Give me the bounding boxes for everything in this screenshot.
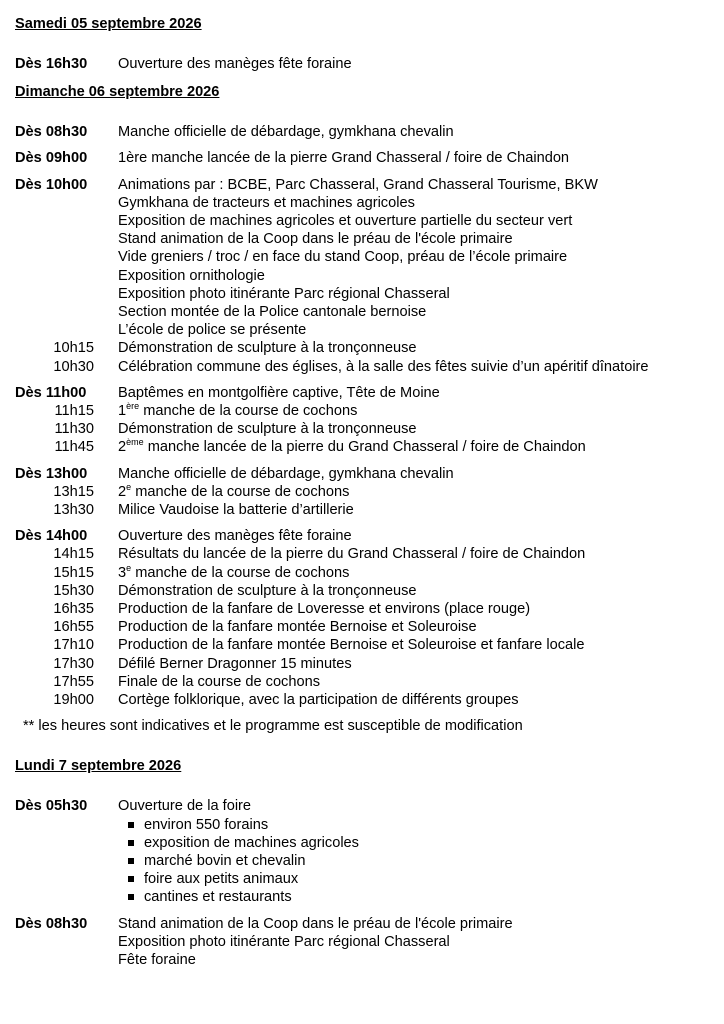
activity-label: Finale de la course de cochons (118, 673, 321, 690)
activity-label: Milice Vaudoise la batterie d’artillerie (118, 502, 354, 519)
schedule-row (15, 618, 715, 636)
schedule-block (15, 55, 715, 73)
schedule-row (15, 194, 715, 212)
activity-label: 1ère manche de la course de cochons (118, 401, 358, 420)
schedule-block (15, 384, 715, 457)
activity-label: Cortège folklorique, avec la participation de différents groupes (118, 692, 519, 709)
day-heading: Samedi 05 septembre 2026 (15, 16, 202, 32)
schedule-row (15, 483, 715, 501)
bullet-item: exposition de machines agricoles (128, 834, 715, 852)
ordinal-suffix: ère (126, 401, 140, 412)
activity-label: 2e manche de la course de cochons (118, 481, 350, 500)
time-label: Dès 13h00 (15, 465, 88, 482)
schedule-row (15, 951, 715, 969)
schedule-row (15, 527, 715, 545)
day-heading: Lundi 7 septembre 2026 (15, 758, 182, 775)
bullet-item: environ 550 forains (128, 816, 715, 834)
time-label (15, 951, 118, 969)
ordinal-suffix: e (126, 562, 132, 573)
schedule-row (15, 655, 715, 673)
time-label: 13h15 (53, 483, 94, 500)
time-label: 17h30 (53, 655, 94, 672)
bullet-list (118, 816, 715, 907)
schedule-row (15, 465, 715, 483)
time-label (15, 212, 118, 230)
time-label: 15h30 (53, 582, 94, 599)
schedule-row (15, 303, 715, 321)
activity-label: Célébration commune des églises, à la salle des fêtes suivie d’un apéritif dînatoire (118, 358, 649, 375)
schedule-row (15, 600, 715, 618)
time-label: 17h55 (53, 673, 94, 690)
time-label: 11h15 (54, 403, 94, 420)
activity-label: 2ème manche lancée de la pierre du Grand Chasseral / foire de Chaindon (118, 437, 586, 456)
time-label (15, 321, 118, 339)
programme-note: ** les heures sont indicatives et le programme est susceptible de modification (23, 718, 523, 735)
time-label: Dès 16h30 (15, 56, 88, 72)
time-label: Dès 05h30 (15, 798, 88, 815)
activity-label: Ouverture des manèges fête foraine (118, 528, 352, 545)
schedule-row (15, 285, 715, 303)
schedule-row (15, 149, 715, 167)
time-label: 10h15 (53, 340, 94, 357)
activity-label: 1ère manche lancée de la pierre Grand Chasseral / foire de Chaindon (118, 150, 570, 167)
bullet-item: cantines et restaurants (128, 888, 715, 906)
time-label: 19h00 (53, 692, 94, 709)
schedule-row (15, 691, 715, 709)
activity-label: Démonstration de sculpture à la tronçonneuse (118, 340, 417, 357)
schedule-row (15, 176, 715, 194)
time-label: Dès 11h00 (15, 384, 87, 401)
activity-label: Animations par : BCBE, Parc Chasseral, Grand Chasseral Tourisme, BKW (118, 176, 598, 193)
schedule-block (15, 797, 715, 906)
activity-label: Stand animation de la Coop dans le préau de l'école primaire (118, 915, 513, 932)
schedule-block (15, 123, 715, 141)
activity-label: Stand animation de la Coop dans le préau de l'école primaire (118, 231, 513, 248)
schedule-row (15, 564, 715, 582)
schedule-row (15, 384, 715, 402)
time-label: Dès 14h00 (15, 528, 88, 545)
time-label: 16h55 (53, 619, 94, 636)
schedule-block (15, 527, 715, 709)
schedule-row (15, 321, 715, 339)
schedule-row (15, 248, 715, 266)
time-label: 16h35 (53, 601, 94, 618)
time-label (15, 285, 118, 303)
schedule-block (15, 176, 715, 376)
activity-label: Défilé Berner Dragonner 15 minutes (118, 655, 352, 672)
schedule-row (15, 797, 715, 815)
time-label: 13h30 (53, 502, 94, 519)
activity-label: Démonstration de sculpture à la tronçonneuse (118, 582, 417, 599)
bullet-item: marché bovin et chevalin (128, 852, 715, 870)
schedule-block (15, 149, 715, 167)
activity-label: Gymkhana de tracteurs et machines agricoles (118, 194, 415, 211)
schedule-row (15, 358, 715, 376)
time-label: 14h15 (53, 546, 94, 563)
schedule-row (15, 123, 715, 141)
activity-label: Production de la fanfare montée Bernoise et Soleuroise et fanfare locale (118, 637, 585, 654)
time-label (15, 194, 118, 212)
time-label: Dès 09h00 (15, 150, 88, 167)
schedule-row (15, 501, 715, 519)
schedule-row (15, 230, 715, 248)
time-label (15, 933, 118, 951)
activity-label: Exposition photo itinérante Parc régional Chasseral (118, 933, 450, 950)
time-label: Dès 08h30 (15, 915, 88, 932)
day-heading: Dimanche 06 septembre 2026 (15, 84, 220, 101)
time-label (15, 303, 118, 321)
activity-label: Vide greniers / troc / en face du stand Coop, préau de l’école primaire (118, 249, 568, 266)
time-label (15, 267, 118, 285)
ordinal-suffix: ème (126, 437, 144, 448)
time-label: 10h30 (53, 358, 94, 375)
activity-label: Ouverture de la foire (118, 798, 252, 815)
activity-label: Production de la fanfare montée Bernoise et Soleuroise (118, 619, 477, 636)
activity-label: Production de la fanfare de Loveresse et environs (place rouge) (118, 601, 531, 618)
activity-label: L’école de police se présente (118, 322, 307, 339)
event-programme (15, 13, 715, 977)
schedule-row (15, 915, 715, 933)
schedule-row (15, 402, 715, 420)
schedule-row (15, 933, 715, 951)
activity-label: Ouverture des manèges fête foraine (118, 56, 352, 72)
schedule-row (15, 339, 715, 357)
activity-label: Fête foraine (118, 951, 196, 968)
schedule-row (15, 438, 715, 456)
schedule-row (15, 545, 715, 563)
ordinal-suffix: e (126, 481, 132, 492)
bullet-item: foire aux petits animaux (128, 870, 715, 888)
time-label: Dès 10h00 (15, 176, 88, 193)
activity-label: Manche officielle de débardage, gymkhana chevalin (118, 124, 454, 141)
schedule-block (15, 465, 715, 520)
time-label: 17h10 (53, 637, 94, 654)
activity-label: Manche officielle de débardage, gymkhana chevalin (118, 465, 454, 482)
bullet-row (15, 816, 715, 907)
activity-label: Exposition photo itinérante Parc régional Chasseral (118, 285, 450, 302)
activity-label: 3e manche de la course de cochons (118, 562, 350, 581)
activity-label: Section montée de la Police cantonale bernoise (118, 304, 427, 321)
activity-label: Exposition ornithologie (118, 267, 265, 284)
schedule-row (15, 267, 715, 285)
time-label: 15h15 (53, 564, 94, 581)
schedule-row (15, 636, 715, 654)
activity-label: Baptêmes en montgolfière captive, Tête de Moine (118, 384, 440, 401)
activity-label: Exposition de machines agricoles et ouverture partielle du secteur vert (118, 213, 573, 230)
time-label: Dès 08h30 (15, 124, 88, 141)
schedule-row (15, 55, 715, 73)
schedule-row (15, 582, 715, 600)
time-label (15, 248, 118, 266)
time-label: 11h30 (54, 421, 94, 438)
schedule-row (15, 212, 715, 230)
time-label (15, 230, 118, 248)
time-label: 11h45 (54, 439, 94, 456)
schedule-row (15, 420, 715, 438)
activity-label: Résultats du lancée de la pierre du Grand Chasseral / foire de Chaindon (118, 546, 586, 563)
activity-label: Démonstration de sculpture à la tronçonneuse (118, 421, 417, 438)
schedule-block (15, 915, 715, 970)
schedule-row (15, 673, 715, 691)
